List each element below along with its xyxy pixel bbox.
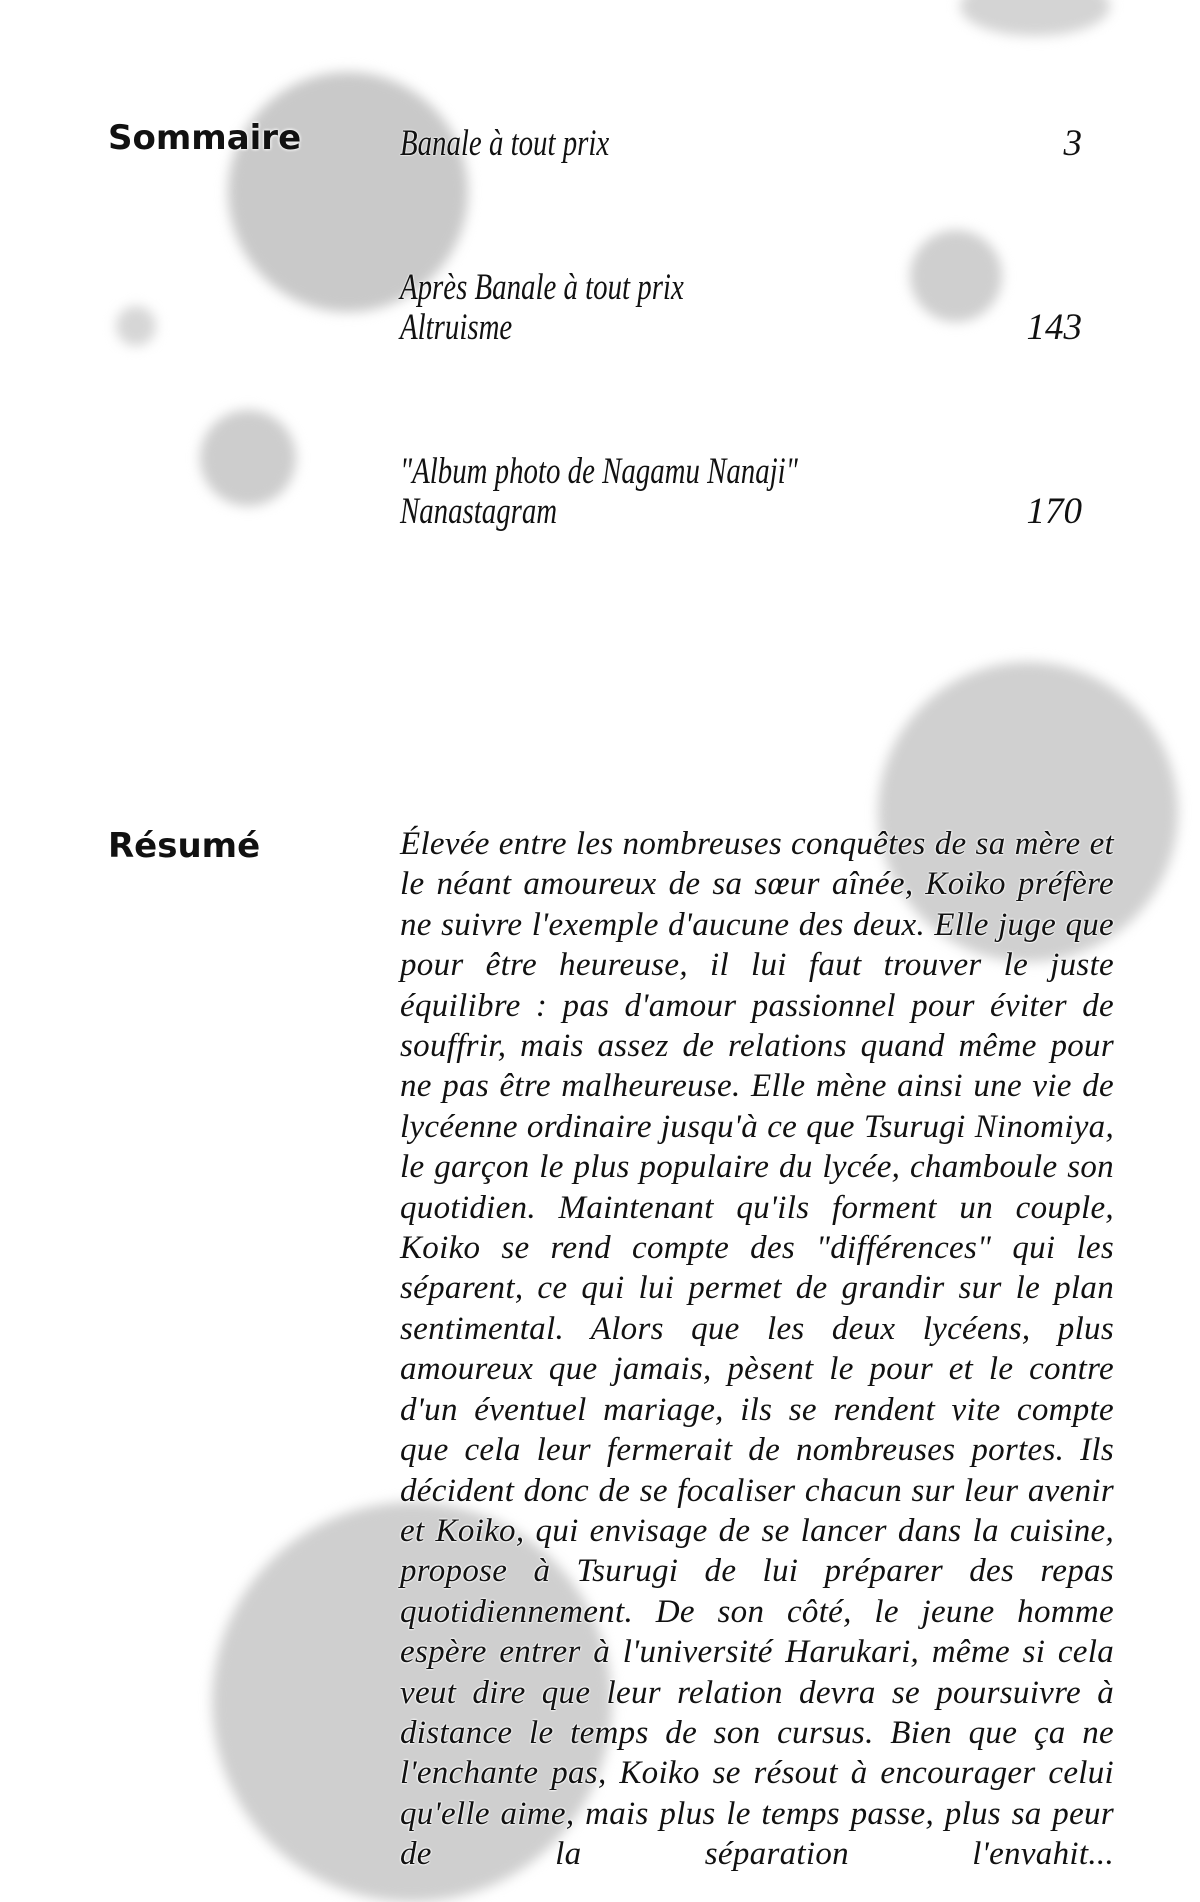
summary-text: Élevée entre les nombreuses conquêtes de sa mère et le néant amoureux de sa sœur aînée, Koiko préfère ne suivre l'exemple d'aucune des deux. Elle juge que pour être heureuse, il lui faut trouver le juste équilibre : pas d'amour passionnel pour éviter de souffrir, mais assez de relations quand même pour ne pas être malheureuse. Elle mène ainsi une vie de lycéenne ordinaire jusqu'à ce que Tsurugi Ninomiya, le garçon le plus populaire du lycée, chamboule son quotidien. Maintenant qu'ils forment un couple, Koiko se rend compte des "différences" qui les séparent, ce qui lui permet de grandir sur le plan sentimental. Alors que les deux lycéens, plus amoureux que jamais, pèsent le pour et le contre d'un éventuel mariage, ils se rendent vite compte que cela leur fermerait de nombreuses portes. Ils décident donc de se focaliser chacun sur leur avenir et Koiko, qui envisage de se lancer dans la cuisine, propose à Tsurugi de lui préparer des repas quotidiennement. De son côté, le jeune homme espère entrer à l'université Harukari, même si cela veut dire que leur relation devra se poursuivre à distance le temps de son cursus. Bien que ça ne l'enchante pas, Koiko se résout à encourager celui qu'elle aime, mais plus le temps passe, plus sa peur de la séparation l'envahit... — [400, 826, 1114, 1873]
toc-page-number: 170 — [1026, 491, 1082, 532]
toc-entry-2[interactable] — [400, 268, 1082, 348]
background-bubble — [116, 306, 156, 346]
toc-page-number: 143 — [1026, 307, 1082, 348]
toc-entry-title: Nanastagram — [400, 491, 558, 532]
toc-entry-1[interactable] — [400, 124, 1082, 164]
toc-entry-3[interactable] — [400, 452, 1082, 532]
toc-entry-subtitle: "Album photo de Nagamu Nanaji" — [400, 451, 798, 492]
toc-page-number: 3 — [1063, 123, 1082, 164]
background-bubble — [200, 410, 296, 506]
toc-entry-subtitle: Après Banale à tout prix — [400, 267, 684, 308]
toc-entry-title: Altruisme — [400, 307, 513, 348]
background-bubble — [960, 0, 1110, 36]
contents-heading: Sommaire — [108, 118, 302, 158]
summary-heading: Résumé — [108, 826, 261, 866]
toc-entry-title: Banale à tout prix — [400, 123, 610, 164]
